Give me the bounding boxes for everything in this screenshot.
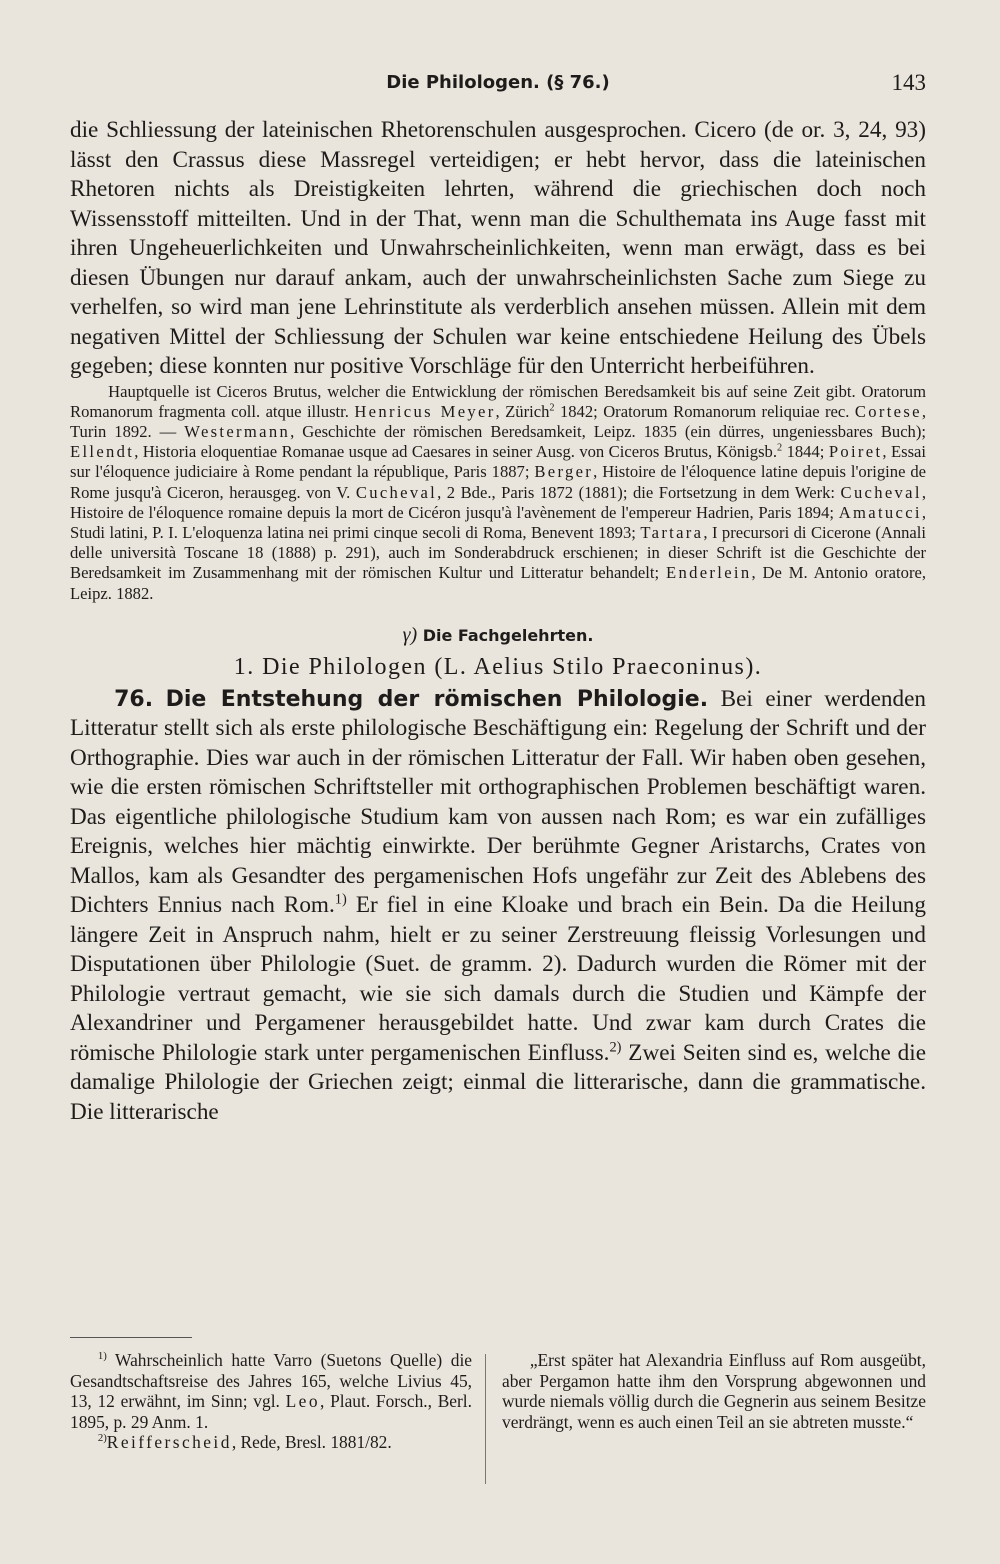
author-name: Poiret	[828, 442, 883, 462]
footnote-ref: 2)	[609, 1039, 622, 1055]
footnote-rule	[70, 1337, 192, 1338]
author-name: Leo	[285, 1391, 320, 1412]
footnote-column-divider	[485, 1354, 486, 1484]
page-number: 143	[891, 70, 926, 95]
author-name: Westermann	[184, 421, 291, 441]
text-span: , De M. Antonio oratore, Leipz. 1882.	[70, 563, 926, 603]
edition-superscript: 2	[549, 402, 555, 414]
footnote-ref: 1)	[334, 891, 347, 908]
paragraph-number: 76.	[114, 686, 154, 712]
edition-superscript: 2	[777, 442, 783, 454]
section-heading	[70, 624, 926, 647]
author-name: Amatucci	[838, 502, 922, 522]
author-name: Berger	[534, 462, 594, 482]
text-span: , Histoire de l'éloquence romaine depuis la mort de Cicéron jusqu'à l'avènement de l'empereur Hadrien, Paris 1894;	[70, 482, 926, 522]
main-text	[70, 116, 926, 1127]
text-span: , Histoire de l'éloquence latine depuis l'origine de Rome jusqu'à Ciceron, herausgeg. von V.	[70, 462, 926, 502]
text-span: , Essai sur l'éloquence judiciaire à Rome pendant la république, Paris 1887;	[70, 442, 927, 482]
author-name: Cucheval	[840, 482, 922, 502]
footnote-2	[70, 1432, 472, 1453]
page-header	[70, 68, 926, 102]
text-span: Hauptquelle ist Ciceros Brutus, welcher die Entwicklung der römischen Beredsamkeit bis auf seine Zeit gibt. Oratorum Romanorum fragmenta coll. atque illustr.	[70, 381, 926, 421]
author-name: Henricus Meyer	[354, 401, 496, 421]
text-span: Er fiel in eine Kloake und brach ein Bein. Da die Heilung längere Zeit in Anspruch nahm, hielt er zu seiner Zerstreuung fleissig Vorlesungen und Disputationen über Philologie (Suet. de gramm. 2). Dadurch wurden die Römer mit der Philologie vertraut gemacht, wie sie sich damals durch die Studien und Kämpfe der Alexandriner und Pergamener herausgebildet hatte. Und zwar kam durch Crates die römische Philologie stark unter pergamenischen Einfluss.	[70, 892, 926, 1066]
paragraph-continuation: die Schliessung der lateinischen Rhetorenschulen ausgesprochen. Cicero (de or. 3, 24, 93) lässt den Crassus diese Massregel verteidigen; er hebt hervor, dass die lateinischen Rhetoren nichts als Dreistigkeiten lehrten, während die griechischen doch noch Wissensstoff mitteilten. Und in der That, wenn man die Schulthemata ins Auge fasst mit ihren Ungeheuerlichkeiten und Unwahrscheinlichkeiten, wenn man erwägt, dass es bei diesen Übungen nur darauf ankam, auch der unwahrscheinlichsten Sache zum Siege zu verhelfen, so wird man jene Lehrinstitute als verderblich ansehen müssen. Allein mit dem negativen Mittel der Schliessung der Schulen war keine entschiedene Heilung des Übels gegeben; diese konnten nur positive Vorschläge für den Unterricht herbeiführen.	[70, 117, 926, 379]
text-span: 1844;	[782, 442, 825, 462]
author-name: Cucheval	[355, 482, 438, 502]
text-span: , Historia eloquentiae Romanae usque ad Caesares in seiner Ausg. von Ciceros Brutus, Königsb.	[134, 442, 777, 462]
footnote-marker: 1)	[97, 1350, 107, 1363]
text-span: , Turin 1892. —	[70, 401, 927, 441]
text-span: Bei einer werdenden Litteratur stellt sich als erste philologische Beschäftigung ein: Regelung der Schrift und der Orthographie. Dies war auch in der römischen Litteratur der Fall. Wir haben oben gesehen, wie die ersten römischen Schriftsteller mit orthographischen Problemen beschäftigt waren. Das eigentliche philologische Studium kam von aussen nach Rom; es war ein zufälliges Ereignis, welches hier mächtig einwirkte. Der berühmte Gegner Aristarchs, Crates von Mallos, kam als Gesandter des pergamenischen Hofs ungefähr zur Zeit des Ablebens des Dichters Ennius nach Rom.	[70, 685, 926, 919]
running-title: Die Philologen. (§ 76.)	[386, 72, 610, 93]
section-title: Die Fachgelehrten.	[422, 625, 594, 645]
footnote-1	[70, 1350, 472, 1432]
section-marker: γ)	[402, 623, 418, 646]
footnote-marker: 2)	[97, 1432, 107, 1445]
text-span: , 2 Bde., Paris 1872 (1881); die Fortsetzung in dem Werk:	[437, 482, 836, 502]
text-span: Zwei Seiten sind es, welche die damalige Philologie der Griechen zeigt; einmal die litterarische, dann die grammatische. Die litterarische	[70, 1039, 926, 1125]
footnote-2-quote: „Erst später hat Alexandria Einfluss auf Rom ausgeübt, aber Pergamon hatte ihm den Vorsprung abgewonnen und wurde niemals völlig durch die Gegnerin aus seinem Besitze verdrängt, wenn es auch einen Teil an sie abtreten musste.“	[502, 1350, 926, 1432]
author-name: Ellendt	[70, 442, 135, 462]
text-span: , Plaut. Forsch., Berl. 1895, p. 29 Anm. 1.	[70, 1391, 472, 1432]
footnotes-left-column	[70, 1350, 472, 1453]
paragraph-title: Die Entstehung der römischen Philologie.	[165, 686, 709, 712]
author-name: Cortese	[854, 401, 922, 421]
author-name: Reifferscheid	[106, 1432, 232, 1453]
bibliography-note	[70, 382, 926, 604]
paragraph-76	[70, 685, 926, 1128]
footnotes-right-column	[502, 1350, 926, 1432]
text-span: 1842; Oratorum Romanorum reliquiae rec.	[554, 401, 850, 421]
text-span: , I precursori di Cicerone (Annali delle università Toscane 18 (1888) p. 291), auch im Sonderabdruck erschienen; in dieser Schrift ist die Geschichte der Beredsamkeit im Zusammenhang mit der römischen Kultur und Litteratur behandelt;	[70, 522, 927, 583]
text-span: , Geschichte der römischen Beredsamkeit, Leipz. 1835 (ein dürres, ungeniessbares Buch);	[290, 421, 926, 441]
author-name: Enderlein	[666, 563, 752, 583]
text-span: , Rede, Bresl. 1881/82.	[231, 1432, 392, 1453]
text-span: , Studi latini, P. I. L'eloquenza latina nei primi cinque secoli di Roma, Benevent 1893;	[70, 502, 926, 542]
text-span: Wahrscheinlich hatte Varro (Suetons Quelle) die Gesandtschaftsreise des Jahres 165, welche Livius 45, 13, 12 erwähnt, im Sinn; vgl.	[70, 1350, 472, 1412]
text-span: , Zürich	[495, 401, 550, 421]
author-name: Tartara	[640, 522, 704, 542]
subsection-heading: 1. Die Philologen (L. Aelius Stilo Praeconinus).	[233, 653, 763, 680]
